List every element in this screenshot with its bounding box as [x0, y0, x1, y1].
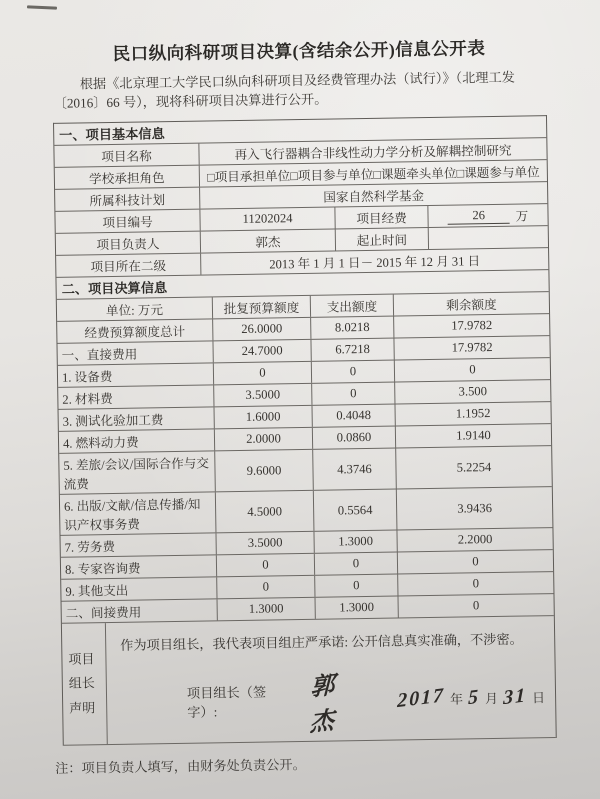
row-remain: 0	[472, 576, 480, 591]
row-label: 2. 材料费	[58, 386, 214, 409]
row-remain: 2.2000	[457, 532, 493, 547]
section2-title: 二、项目决算信息	[61, 280, 168, 298]
declaration-row	[62, 616, 556, 746]
leader-value: 郭杰	[201, 230, 336, 253]
page-title: 民口纵向科研项目决算(含结余公开)信息公开表	[112, 38, 486, 64]
row-label: 一、直接费用	[57, 342, 213, 365]
row-spent: 1.3000	[314, 531, 397, 553]
period-value	[429, 226, 548, 249]
row-budget: 4.5000	[216, 491, 315, 533]
program-label: 所属科技计划	[55, 188, 200, 211]
date-year: 2017	[397, 683, 446, 712]
month-suffix: 月	[484, 690, 499, 706]
row-spent: 8.0218	[311, 317, 394, 339]
program-value: 国家自然科学基金	[323, 189, 425, 205]
sign-label: 项目组长（签字）:	[186, 684, 267, 721]
row-label: 8. 专家咨询费	[61, 556, 217, 579]
role-checkbox-options: □项目承担单位□项目参与单位□课题牵头单位□课题参与单位	[206, 165, 540, 185]
signature-line	[121, 662, 546, 739]
row-budget: 26.0000	[213, 318, 311, 341]
row-label: 1. 设备费	[58, 364, 214, 387]
row-remain: 3.500	[458, 384, 488, 399]
side-label-line: 声明	[69, 700, 96, 716]
row-spent: 0.4048	[312, 405, 395, 427]
row-budget: 0	[217, 554, 315, 577]
row-budget: 2.0000	[215, 428, 313, 451]
row-budget: 9.6000	[215, 450, 314, 492]
side-label-line: 项目	[68, 651, 95, 667]
funding-amount: 26	[448, 207, 510, 224]
project-no-label: 项目编号	[55, 210, 200, 233]
row-label: 经费预算额度总计	[57, 320, 213, 343]
section1-title: 一、项目基本信息	[59, 126, 165, 144]
declaration-side-label	[62, 623, 108, 745]
row-label: 6. 出版/文献/信息传播/知识产权事务费	[60, 493, 217, 535]
day-suffix: 日	[531, 690, 546, 706]
row-spent: 0.0860	[313, 427, 396, 449]
row-spent: 6.7218	[311, 339, 394, 361]
period-label: 起止时间	[336, 228, 429, 250]
col-remaining: 剩余额度	[446, 298, 497, 314]
row-label: 4. 燃料动力费	[59, 430, 215, 453]
row-remain: 1.1952	[455, 406, 491, 421]
row-label: 7. 劳务费	[61, 534, 217, 557]
row-remain: 0	[472, 554, 479, 569]
project-no-value: 11202024	[200, 208, 335, 231]
col-approved: 批复预算额度	[213, 296, 311, 319]
project-name-label: 项目名称	[54, 144, 199, 167]
row-spent: 4.3746	[313, 449, 397, 490]
funding-value	[428, 204, 547, 227]
signature: 郭杰	[309, 672, 341, 738]
intro-paragraph: 根据《北京理工大学民口纵向科研项目及经费管理办法（试行）》（北理工发〔2016〕66 号），现将科研项目决算进行公开。	[53, 69, 516, 112]
funding-unit: 万	[515, 209, 529, 224]
signature-date	[397, 685, 545, 710]
row-remain: 3.9436	[457, 500, 493, 516]
declaration-content	[106, 616, 556, 744]
row-remain: 1.9140	[456, 428, 491, 443]
leader-label: 项目负责人	[56, 232, 201, 255]
row-budget: 3.5000	[216, 532, 314, 555]
row-budget: 0	[217, 576, 315, 599]
row-remain: 17.9782	[451, 340, 493, 355]
row-remain: 17.9782	[451, 318, 493, 333]
row-spent: 0	[312, 361, 395, 383]
row-label: 二、间接费用	[62, 600, 218, 623]
row-label: 3. 测试化验加工费	[59, 408, 215, 431]
side-label-line: 组长	[68, 675, 95, 692]
col-spent: 支出额度	[311, 295, 394, 317]
row-spent: 0	[315, 553, 398, 575]
row-budget: 0	[214, 362, 312, 385]
row-remain: 0	[472, 598, 480, 613]
project-name-value: 再入飞行器耦合非线性动力学分析及解耦控制研究	[234, 143, 512, 163]
declaration-statement: 作为项目组长，我代表项目组庄严承诺: 公开信息真实准确，不涉密。	[120, 631, 523, 654]
row-budget: 1.6000	[215, 406, 313, 429]
row-label: 5. 差旅/会议/国际合作与交流费	[59, 452, 216, 494]
role-label: 学校承担角色	[55, 166, 200, 189]
row-spent: 0	[312, 383, 395, 405]
row-budget: 24.7000	[213, 340, 311, 363]
footer-note: 注：项目负责人填写，由财务处负责公开。	[55, 757, 306, 777]
row-spent: 0.5564	[314, 490, 398, 531]
row-spent: 1.3000	[316, 597, 399, 619]
date-month: 5	[467, 685, 481, 709]
funding-label: 项目经费	[335, 206, 428, 228]
row-remain: 5.2254	[456, 459, 492, 475]
period-dates-value: 2013 年 1 月 1 日－ 2015 年 12 月 31 日	[269, 254, 481, 272]
unit-label: 项目所在二级	[56, 254, 201, 277]
date-day: 31	[502, 683, 528, 710]
row-budget: 3.5000	[214, 384, 312, 407]
row-label: 9. 其他支出	[61, 578, 217, 601]
row-remain: 0	[469, 362, 476, 377]
row-budget: 1.3000	[218, 598, 316, 621]
row-spent: 0	[315, 575, 398, 597]
year-suffix: 年	[449, 691, 464, 707]
basic-info-table	[53, 115, 557, 746]
col-unit: 单位: 万元	[57, 298, 213, 321]
